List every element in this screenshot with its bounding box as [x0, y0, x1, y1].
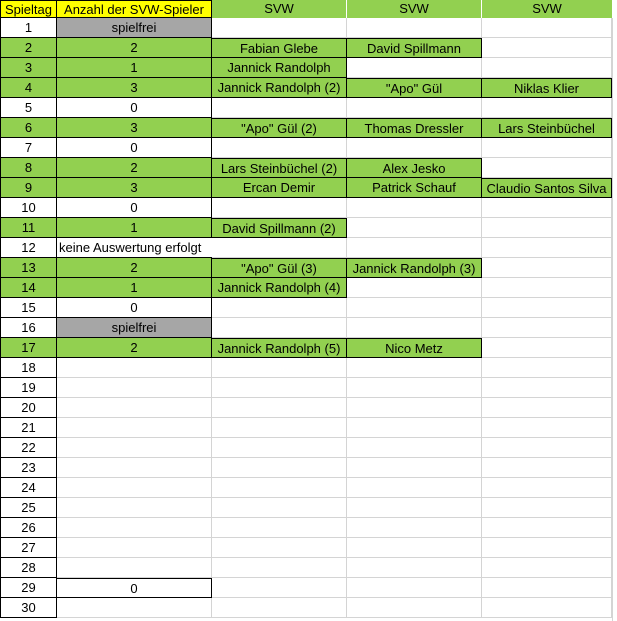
spieltag-cell[interactable]: 7 — [0, 138, 57, 158]
spieltag-cell[interactable]: 5 — [0, 98, 57, 118]
table-row — [0, 238, 617, 258]
player-cell[interactable] — [347, 218, 482, 238]
header-svw-1[interactable]: SVW — [212, 0, 347, 18]
anzahl-cell[interactable] — [57, 478, 212, 498]
player-cell[interactable]: Jannick Randolph (3) — [347, 258, 482, 278]
spieltag-cell[interactable]: 14 — [0, 278, 57, 298]
spieltag-cell[interactable]: 25 — [0, 498, 57, 518]
player-cell[interactable] — [482, 318, 612, 338]
player-cell[interactable] — [212, 358, 347, 378]
player-cell[interactable] — [482, 38, 612, 58]
table-row — [0, 338, 617, 358]
player-cell[interactable] — [347, 278, 482, 298]
spieltag-cell[interactable]: 1 — [0, 18, 57, 38]
player-cell[interactable] — [482, 378, 612, 398]
player-cell[interactable] — [482, 58, 612, 78]
player-cell[interactable] — [482, 418, 612, 438]
player-cell[interactable] — [212, 198, 347, 218]
player-cell[interactable]: Nico Metz — [347, 338, 482, 358]
player-cell[interactable] — [212, 458, 347, 478]
spieltag-cell[interactable]: 15 — [0, 298, 57, 318]
anzahl-cell[interactable]: 3 — [57, 118, 212, 138]
player-cell[interactable] — [212, 298, 347, 318]
player-cell[interactable] — [347, 318, 482, 338]
player-cell[interactable] — [482, 438, 612, 458]
player-cell[interactable] — [347, 298, 482, 318]
anzahl-cell[interactable]: 3 — [57, 178, 212, 198]
player-cell[interactable]: Jannick Randolph (5) — [212, 338, 347, 358]
table-row — [0, 418, 617, 438]
anzahl-cell[interactable]: 2 — [57, 258, 212, 278]
player-cell[interactable] — [212, 438, 347, 458]
table-row — [0, 298, 617, 318]
player-cell[interactable] — [482, 498, 612, 518]
anzahl-cell[interactable]: spielfrei — [57, 18, 212, 38]
table-row — [0, 58, 617, 78]
player-cell[interactable] — [482, 98, 612, 118]
player-cell[interactable] — [482, 138, 612, 158]
anzahl-cell[interactable] — [57, 398, 212, 418]
player-cell[interactable]: Jannick Randolph (4) — [212, 278, 347, 298]
player-cell[interactable] — [482, 18, 612, 38]
player-cell[interactable] — [482, 218, 612, 238]
player-cell[interactable] — [347, 98, 482, 118]
player-cell[interactable] — [482, 598, 612, 618]
anzahl-cell[interactable] — [57, 438, 212, 458]
player-cell[interactable]: "Apo" Gül (3) — [212, 258, 347, 278]
table-row — [0, 378, 617, 398]
spieltag-cell[interactable]: 21 — [0, 418, 57, 438]
header-spieltag[interactable]: Spieltag — [0, 0, 57, 18]
player-cell[interactable] — [212, 138, 347, 158]
player-cell[interactable] — [347, 478, 482, 498]
spieltag-cell[interactable]: 22 — [0, 438, 57, 458]
table-row — [0, 478, 617, 498]
player-cell[interactable]: Alex Jesko — [347, 158, 482, 178]
player-cell[interactable] — [212, 318, 347, 338]
player-cell[interactable] — [347, 418, 482, 438]
player-cell[interactable] — [482, 258, 612, 278]
partial-column — [612, 18, 617, 621]
anzahl-cell[interactable] — [57, 498, 212, 518]
anzahl-cell[interactable]: 1 — [57, 218, 212, 238]
table-row — [0, 438, 617, 458]
player-cell[interactable] — [212, 478, 347, 498]
player-cell[interactable]: Jannick Randolph — [212, 58, 347, 78]
spieltag-cell[interactable]: 26 — [0, 518, 57, 538]
anzahl-cell[interactable]: 2 — [57, 158, 212, 178]
table-row — [0, 98, 617, 118]
player-cell[interactable]: "Apo" Gül (2) — [212, 118, 347, 138]
player-cell[interactable] — [212, 418, 347, 438]
player-cell[interactable] — [212, 98, 347, 118]
player-cell[interactable] — [347, 438, 482, 458]
player-cell[interactable] — [482, 278, 612, 298]
player-cell[interactable] — [212, 18, 347, 38]
table-row — [0, 358, 617, 378]
table-row — [0, 118, 617, 138]
player-cell[interactable] — [347, 458, 482, 478]
player-cell[interactable] — [347, 58, 482, 78]
anzahl-cell[interactable]: 3 — [57, 78, 212, 98]
player-cell[interactable] — [347, 498, 482, 518]
player-cell[interactable]: Niklas Klier — [482, 78, 612, 98]
player-cell[interactable] — [347, 378, 482, 398]
spieltag-cell[interactable]: 8 — [0, 158, 57, 178]
player-cell[interactable] — [482, 538, 612, 558]
header-svw-3[interactable]: SVW — [482, 0, 612, 18]
player-cell[interactable] — [212, 578, 347, 598]
player-cell[interactable]: David Spillmann (2) — [212, 218, 347, 238]
player-cell[interactable]: Claudio Santos Silva — [482, 178, 612, 198]
table-row — [0, 198, 617, 218]
player-cell[interactable] — [347, 238, 482, 258]
anzahl-cell[interactable]: 0 — [57, 578, 212, 598]
table-row — [0, 278, 617, 298]
player-cell[interactable] — [212, 398, 347, 418]
spieltag-cell[interactable]: 24 — [0, 478, 57, 498]
player-cell[interactable] — [482, 578, 612, 598]
anzahl-cell[interactable]: 2 — [57, 338, 212, 358]
anzahl-cell[interactable] — [57, 358, 212, 378]
spieltag-cell[interactable]: 18 — [0, 358, 57, 378]
anzahl-cell[interactable]: 1 — [57, 278, 212, 298]
player-cell[interactable] — [347, 18, 482, 38]
player-cell[interactable] — [482, 158, 612, 178]
spieltag-cell[interactable]: 27 — [0, 538, 57, 558]
player-cell[interactable] — [347, 398, 482, 418]
player-cell[interactable]: Lars Steinbüchel — [482, 118, 612, 138]
table-row — [0, 38, 617, 58]
table-row — [0, 558, 617, 578]
player-cell[interactable]: Lars Steinbüchel (2) — [212, 158, 347, 178]
table-row — [0, 498, 617, 518]
table-row — [0, 318, 617, 338]
player-cell[interactable] — [482, 298, 612, 318]
player-cell[interactable] — [212, 598, 347, 618]
player-cell[interactable] — [212, 558, 347, 578]
anzahl-cell[interactable]: keine Auswertung erfolgt — [57, 238, 212, 258]
anzahl-cell[interactable] — [57, 538, 212, 558]
spieltag-cell[interactable]: 3 — [0, 58, 57, 78]
spieltag-cell[interactable]: 4 — [0, 78, 57, 98]
anzahl-cell[interactable]: 2 — [57, 38, 212, 58]
player-cell[interactable] — [347, 358, 482, 378]
table-row — [0, 598, 617, 618]
player-cell[interactable] — [482, 238, 612, 258]
player-cell[interactable] — [482, 518, 612, 538]
spieltag-cell[interactable]: 2 — [0, 38, 57, 58]
header-svw-2[interactable]: SVW — [347, 0, 482, 18]
anzahl-cell[interactable]: 1 — [57, 58, 212, 78]
table-row — [0, 218, 617, 238]
table-row — [0, 178, 617, 198]
anzahl-cell[interactable] — [57, 518, 212, 538]
player-cell[interactable]: Jannick Randolph (2) — [212, 78, 347, 98]
player-cell[interactable] — [212, 518, 347, 538]
table-row — [0, 258, 617, 278]
spieltag-cell[interactable]: 9 — [0, 178, 57, 198]
spieltag-cell[interactable]: 11 — [0, 218, 57, 238]
player-cell[interactable] — [212, 238, 347, 258]
player-cell[interactable] — [347, 138, 482, 158]
anzahl-cell[interactable]: 0 — [57, 138, 212, 158]
player-cell[interactable] — [482, 338, 612, 358]
anzahl-cell[interactable]: 0 — [57, 198, 212, 218]
header-anzahl[interactable]: Anzahl der SVW-Spieler — [57, 0, 212, 18]
spieltag-cell[interactable]: 16 — [0, 318, 57, 338]
table-row — [0, 458, 617, 478]
player-cell[interactable] — [347, 578, 482, 598]
player-cell[interactable] — [482, 198, 612, 218]
spieltag-cell[interactable]: 13 — [0, 258, 57, 278]
player-cell[interactable]: Ercan Demir — [212, 178, 347, 198]
anzahl-cell[interactable] — [57, 558, 212, 578]
player-cell[interactable] — [212, 498, 347, 518]
anzahl-cell[interactable] — [57, 378, 212, 398]
spieltag-cell[interactable]: 6 — [0, 118, 57, 138]
spieltag-cell[interactable]: 12 — [0, 238, 57, 258]
table-row — [0, 78, 617, 98]
table-row — [0, 518, 617, 538]
player-cell[interactable]: David Spillmann — [347, 38, 482, 58]
table-row — [0, 18, 617, 38]
table-row — [0, 578, 617, 598]
player-cell[interactable]: Thomas Dressler — [347, 118, 482, 138]
table-row — [0, 158, 617, 178]
anzahl-cell[interactable]: 0 — [57, 98, 212, 118]
player-cell[interactable]: Fabian Glebe — [212, 38, 347, 58]
player-cell[interactable] — [347, 558, 482, 578]
table-row — [0, 538, 617, 558]
spieltag-cell[interactable]: 30 — [0, 598, 57, 618]
player-cell[interactable] — [482, 478, 612, 498]
spieltag-cell[interactable]: 28 — [0, 558, 57, 578]
player-cell[interactable]: "Apo" Gül — [347, 78, 482, 98]
anzahl-cell[interactable]: 0 — [57, 298, 212, 318]
header-row — [0, 0, 617, 18]
player-cell[interactable] — [347, 598, 482, 618]
player-cell[interactable] — [482, 558, 612, 578]
table-row — [0, 138, 617, 158]
anzahl-cell[interactable]: spielfrei — [57, 318, 212, 338]
anzahl-cell[interactable] — [57, 598, 212, 618]
spieltag-cell[interactable]: 23 — [0, 458, 57, 478]
spieltag-cell[interactable]: 17 — [0, 338, 57, 358]
spieltag-cell[interactable]: 19 — [0, 378, 57, 398]
spieltag-cell[interactable]: 29 — [0, 578, 57, 598]
player-cell[interactable] — [347, 538, 482, 558]
spieltag-cell[interactable]: 10 — [0, 198, 57, 218]
player-cell[interactable] — [482, 398, 612, 418]
anzahl-cell[interactable] — [57, 418, 212, 438]
anzahl-cell[interactable] — [57, 458, 212, 478]
player-cell[interactable] — [347, 518, 482, 538]
player-cell[interactable] — [482, 458, 612, 478]
player-cell[interactable]: Patrick Schauf — [347, 178, 482, 198]
player-cell[interactable] — [347, 198, 482, 218]
spieltag-cell[interactable]: 20 — [0, 398, 57, 418]
player-cell[interactable] — [482, 358, 612, 378]
player-cell[interactable] — [212, 378, 347, 398]
player-cell[interactable] — [212, 538, 347, 558]
table-row — [0, 398, 617, 418]
